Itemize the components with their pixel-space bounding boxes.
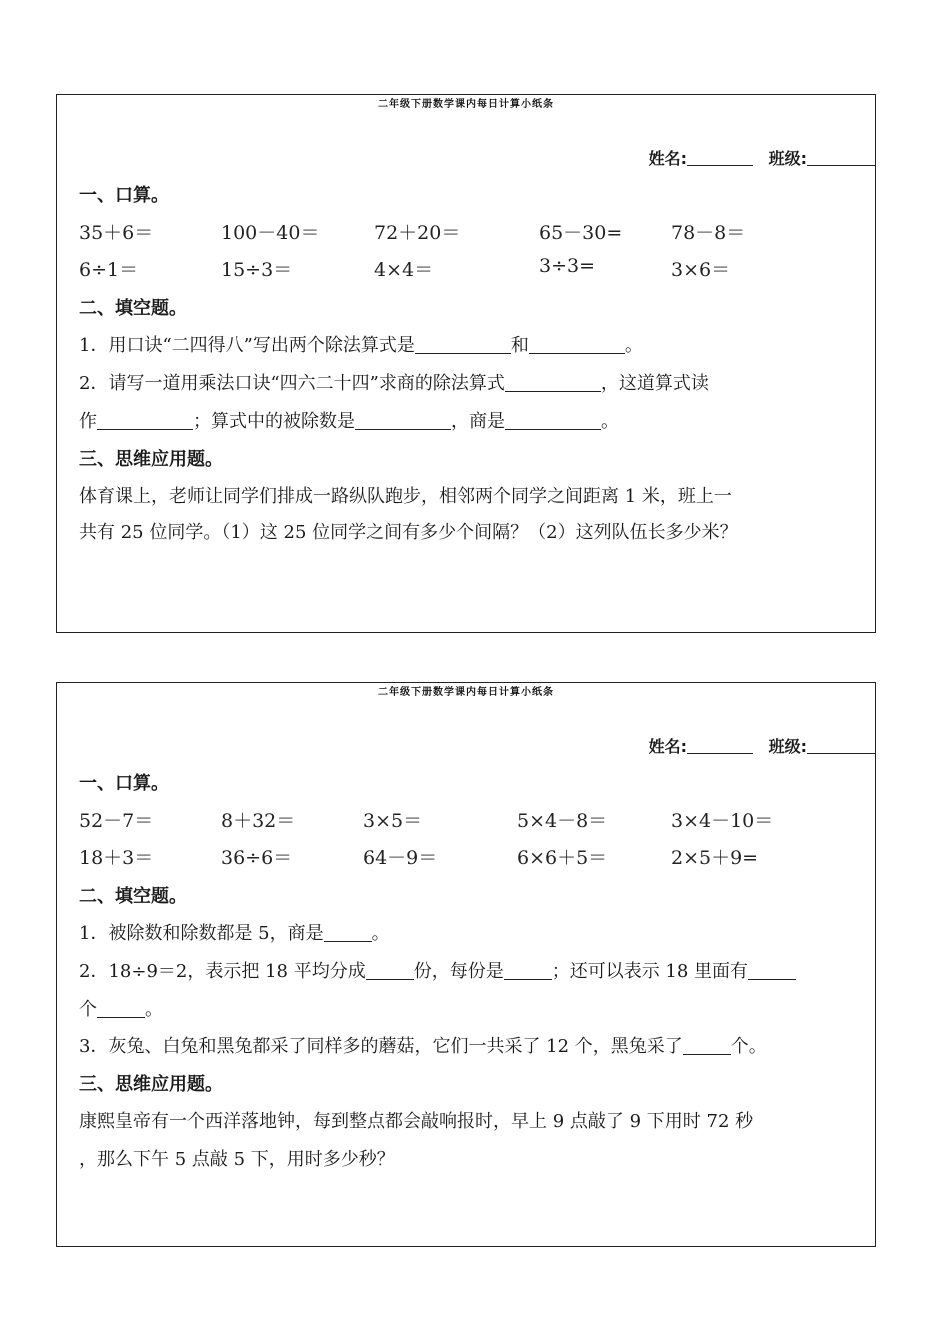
name-blank[interactable] <box>687 151 753 166</box>
section-fill-blank: 二、填空题。 <box>79 298 187 319</box>
oral-exercise: 6×6＋5＝ <box>517 847 608 869</box>
oral-exercise: 18＋3＝ <box>79 847 154 869</box>
card-title: 二年级下册数学课内每日计算小纸条 <box>378 99 554 110</box>
oral-exercise: 72＋20＝ <box>374 222 461 244</box>
answer-blank[interactable] <box>529 337 625 354</box>
worksheet-card-2 <box>56 682 876 1247</box>
oral-exercise: 52－7＝ <box>79 810 154 832</box>
answer-blank[interactable] <box>748 963 796 980</box>
question-text: 份，每份是 <box>413 961 504 982</box>
question-text: 。 <box>371 923 390 944</box>
oral-exercise: 3×5＝ <box>363 810 423 832</box>
class-blank[interactable] <box>807 151 875 166</box>
question-text: ；还可以表示 18 里面有 <box>551 961 749 982</box>
question-text: ，商是 <box>451 411 505 432</box>
fill-question-2 <box>79 369 709 395</box>
oral-exercise: 35＋6＝ <box>79 222 154 244</box>
question-text: 个。 <box>730 1036 767 1057</box>
fill-question-3 <box>79 1032 767 1058</box>
question-text: 2．请写一道用乘法口诀“四六二十四”求商的除法算式 <box>79 373 505 394</box>
card-title: 二年级下册数学课内每日计算小纸条 <box>378 687 554 698</box>
oral-exercise: 78－8＝ <box>671 222 746 244</box>
section-oral-calc: 一、口算。 <box>79 185 169 206</box>
oral-exercise: 6÷1＝ <box>79 259 139 281</box>
class-label: 班级: <box>768 149 807 168</box>
question-text: 。 <box>601 411 619 432</box>
question-text: 和 <box>510 335 529 356</box>
answer-blank[interactable] <box>683 1038 731 1055</box>
oral-exercise: 64－9＝ <box>363 847 438 869</box>
oral-exercise: 36÷6＝ <box>221 847 293 869</box>
oral-exercise: 4×4＝ <box>374 259 434 281</box>
fill-question-1 <box>79 919 390 945</box>
fill-question-2-cont <box>79 995 163 1021</box>
word-problem-line: ，那么下午 5 点敲 5 下，用时多少秒？ <box>79 1149 395 1170</box>
oral-exercise: 3÷3= <box>539 255 596 277</box>
oral-exercise: 100－40＝ <box>221 222 320 244</box>
name-label: 姓名: <box>648 737 688 756</box>
oral-exercise: 15÷3＝ <box>221 259 293 281</box>
question-text: 。 <box>145 999 163 1020</box>
oral-exercise: 65－30= <box>539 222 623 244</box>
answer-blank[interactable] <box>97 1001 145 1018</box>
question-text: 1．用口诀“二四得八”写出两个除法算式是 <box>79 335 415 356</box>
answer-blank[interactable] <box>355 413 451 430</box>
question-text: ；算式中的被除数是 <box>193 411 355 432</box>
oral-exercise: 5×4－8＝ <box>517 810 608 832</box>
fill-question-1 <box>79 331 643 357</box>
answer-blank[interactable] <box>415 337 511 354</box>
answer-blank[interactable] <box>366 963 414 980</box>
name-class-row <box>649 146 875 169</box>
section-word-problem: 三、思维应用题。 <box>79 1074 223 1095</box>
question-text: 2．18÷9＝2，表示把 18 平均分成 <box>79 961 366 982</box>
answer-blank[interactable] <box>505 413 601 430</box>
answer-blank[interactable] <box>324 925 372 942</box>
question-text: 1．被除数和除数都是 5，商是 <box>79 923 324 944</box>
question-text: 3．灰兔、白兔和黑兔都采了同样多的蘑菇，它们一共采了 12 个，黑兔采了 <box>79 1036 683 1057</box>
oral-exercise: 2×5＋9= <box>671 847 759 869</box>
answer-blank[interactable] <box>97 413 193 430</box>
question-text: ，这道算式读 <box>600 373 709 394</box>
word-problem-line: 体育课上，老师让同学们排成一路纵队跑步，相邻两个同学之间距离 1 米，班上一 <box>79 486 732 507</box>
word-problem-line: 共有 25 位同学。（1）这 25 位同学之间有多少个间隔？（2）这列队伍长多少米？ <box>79 522 738 543</box>
oral-exercise: 3×4－10＝ <box>671 810 774 832</box>
question-text: 个 <box>79 999 97 1020</box>
worksheet-card-1 <box>56 94 876 633</box>
word-problem-line: 康熙皇帝有一个西洋落地钟，每到整点都会敲响报时，早上 9 点敲了 9 下用时 72 秒 <box>79 1111 754 1132</box>
oral-exercise: 8＋32＝ <box>221 810 296 832</box>
answer-blank[interactable] <box>505 375 601 392</box>
class-label: 班级: <box>768 737 807 756</box>
question-text: 。 <box>624 335 643 356</box>
oral-exercise: 3×6＝ <box>671 259 731 281</box>
section-oral-calc: 一、口算。 <box>79 773 169 794</box>
class-blank[interactable] <box>807 739 875 754</box>
name-label: 姓名: <box>648 149 688 168</box>
question-text: 作 <box>79 411 97 432</box>
name-class-row <box>649 734 875 757</box>
fill-question-2 <box>79 957 796 983</box>
answer-blank[interactable] <box>504 963 552 980</box>
fill-question-2-cont <box>79 407 619 433</box>
name-blank[interactable] <box>687 739 753 754</box>
section-fill-blank: 二、填空题。 <box>79 886 187 907</box>
section-word-problem: 三、思维应用题。 <box>79 449 223 470</box>
